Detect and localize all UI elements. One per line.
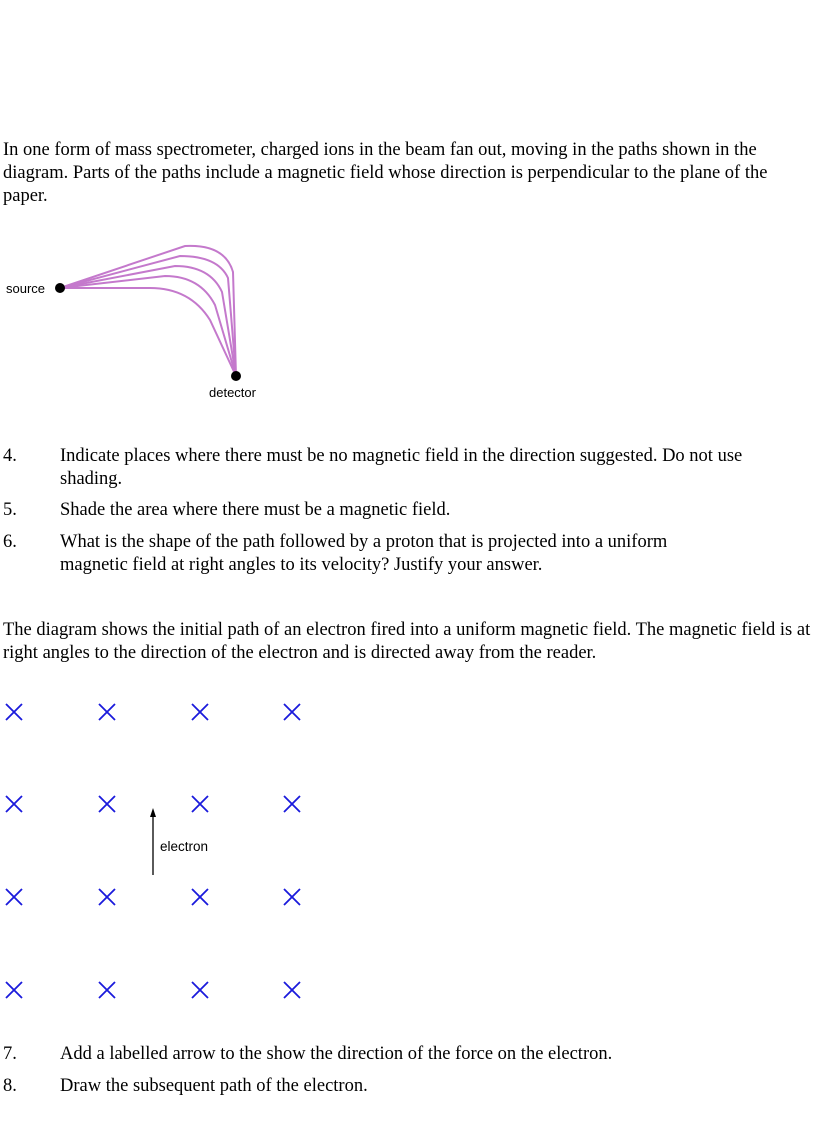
field-cross-icon: [284, 889, 300, 905]
question-number: 5.: [3, 500, 17, 520]
field-cross-icon: [6, 704, 22, 720]
question-text: Add a labelled arrow to the show the direction of the force on the electron.: [60, 1044, 613, 1064]
field-cross-icon: [192, 889, 208, 905]
question-number: 8.: [3, 1076, 17, 1096]
field-cross-icon: [99, 796, 115, 812]
field-cross-icon: [192, 982, 208, 998]
field-cross-icon: [192, 704, 208, 720]
question-text: Draw the subsequent path of the electron.: [60, 1076, 368, 1096]
ion-path: [60, 288, 236, 376]
source-dot: [55, 283, 65, 293]
field-cross-icon: [284, 796, 300, 812]
ion-path: [60, 276, 236, 376]
question-number: 7.: [3, 1044, 17, 1064]
spectrometer-diagram: [0, 230, 300, 410]
detector-dot: [231, 371, 241, 381]
field-cross-icon: [6, 889, 22, 905]
question-number: 6.: [3, 532, 17, 552]
question-4: [3, 445, 763, 491]
ion-path: [60, 256, 236, 376]
field-cross-icon: [6, 796, 22, 812]
field-cross-icon: [192, 796, 208, 812]
field-diagram: [0, 690, 320, 1010]
electron-label: electron: [160, 839, 209, 854]
question-text: Indicate places where there must be no magnetic field in the direction suggested. Do not use shading.: [60, 446, 743, 489]
field-cross-icon: [99, 982, 115, 998]
electron-paragraph: The diagram shows the initial path of an electron fired into a uniform magnetic field. The magnetic field is at right angles to the direction of the electron and is directed away from the reader.: [3, 620, 811, 663]
intro-paragraph: In one form of mass spectrometer, charged ions in the beam fan out, moving in the paths shown in the diagram. Parts of the paths include a magnetic field whose direction is perpendicular to the plane of the paper.: [3, 140, 768, 206]
field-cross-icon: [284, 704, 300, 720]
field-cross-icon: [99, 889, 115, 905]
detector-label: detector: [209, 385, 256, 400]
question-number: 4.: [3, 446, 17, 466]
question-text: Shade the area where there must be a magnetic field.: [60, 500, 451, 520]
source-label: source: [6, 281, 46, 296]
field-cross-icon: [99, 704, 115, 720]
question-text: What is the shape of the path followed by a proton that is projected into a uniform magnetic field at right angles to its velocity? Justify your answer.: [60, 532, 668, 575]
arrowhead-icon: [150, 808, 156, 817]
ion-paths: [60, 246, 236, 376]
field-cross-icon: [6, 982, 22, 998]
field-cross-icon: [284, 982, 300, 998]
